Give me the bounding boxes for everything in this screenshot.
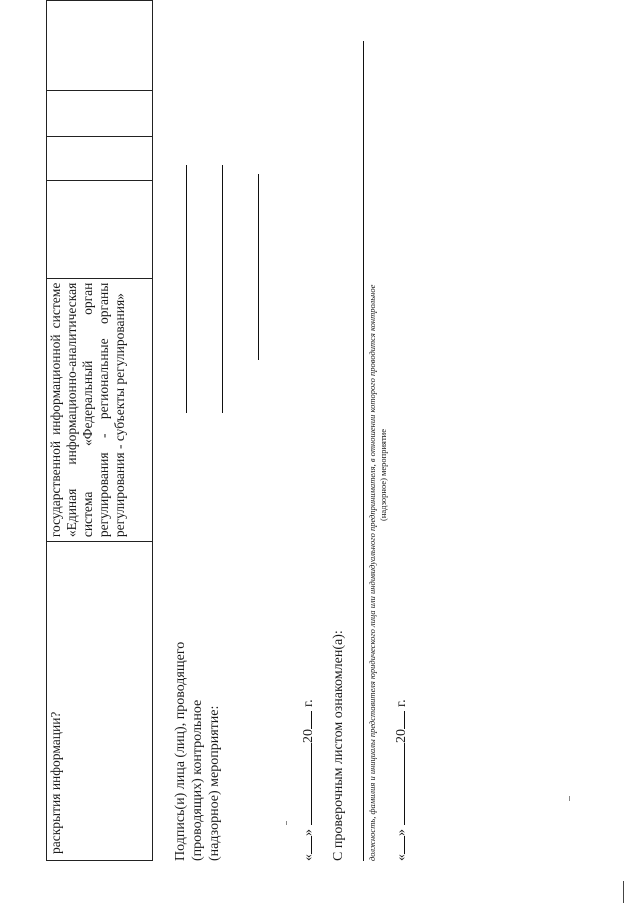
legal-basis-cell <box>47 278 153 542</box>
date-1-close-quote: » <box>301 829 316 836</box>
date-1 <box>300 611 317 861</box>
date-1-year-suffix: г. <box>301 699 316 707</box>
table-row <box>47 1 153 861</box>
acquainted-caption-line-1-text: должность, фамилия и инициалы представителя юридического лица или индивидуального предпринимателя, в отношении которого проводится контрольное <box>367 284 377 861</box>
acquainted-label <box>330 501 347 861</box>
scan-speck <box>569 796 570 801</box>
signature-label-line-3: (надзорное) мероприятие: <box>207 705 222 861</box>
scan-speck <box>623 881 624 903</box>
answer-not-applicable-cell <box>47 90 153 137</box>
signature-line-3 <box>258 174 259 360</box>
note-cell <box>47 1 153 91</box>
question-cell <box>47 542 153 861</box>
legal-basis-text: государственной информационной системе «Единая информационно-аналитическая система «Федеральный орган регулирования - региональные органы регулирования - субъекты регулирования» <box>48 282 127 538</box>
date-2-open-quote: « <box>394 854 409 861</box>
answer-no-cell <box>47 137 153 181</box>
signature-line-1 <box>186 165 187 413</box>
date-2-close-quote: » <box>394 829 409 836</box>
signature-label-line-1: Подпись(и) лица (лиц), проводящего <box>173 641 188 861</box>
scan-speck <box>286 821 287 825</box>
date-2 <box>393 611 410 861</box>
question-text: раскрытия информации? <box>48 711 63 854</box>
date-2-year-prefix: 20 <box>394 729 409 743</box>
date-2-year-suffix: г. <box>394 699 409 707</box>
date-1-year-prefix: 20 <box>301 729 316 743</box>
acquainted-caption-line-1 <box>367 11 377 861</box>
acquainted-line <box>363 41 364 861</box>
date-1-open-quote: « <box>301 854 316 861</box>
acquainted-caption-line-2-text: (надзорное) мероприятие <box>378 429 388 521</box>
answer-yes-cell <box>47 181 153 278</box>
acquainted-label-text: С проверочным листом ознакомлен(а): <box>331 630 346 861</box>
signature-label <box>172 601 223 861</box>
signature-label-line-2: (проводящих) контрольное <box>190 699 205 861</box>
acquainted-caption-line-2 <box>378 325 388 625</box>
checklist-table <box>46 0 153 861</box>
signature-line-2 <box>222 165 223 413</box>
